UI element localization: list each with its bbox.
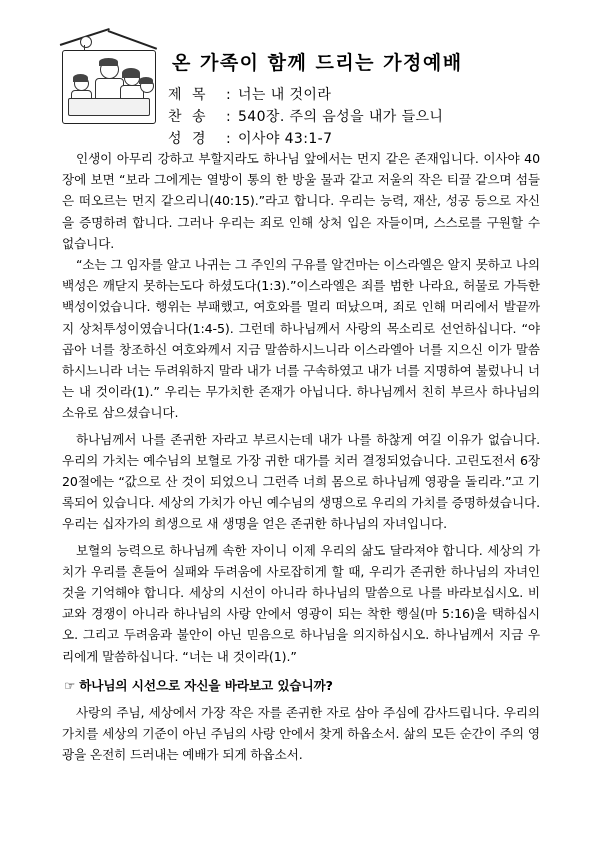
table-shape (68, 98, 150, 116)
meta-colon-hymn: : (226, 109, 232, 125)
meta-value-scripture: 이사야 43:1-7 (238, 131, 333, 147)
reflection-question-text: 하나님의 시선으로 자신을 바라보고 있습니까? (79, 677, 333, 693)
meta-value-subject: 너는 내 것이라 (238, 87, 332, 103)
meta-label-subject: 제 목 (168, 87, 209, 103)
paragraph-4: 보혈의 능력으로 하나님께 속한 자이니 이제 우리의 삶도 달라져야 합니다. 세상의 가치가 우리를 흔들어 실패와 두려움에 사로잡히게 할 때, 우리가 존귀한 하나님의 자녀인 것을 기억해야 합니다. 세상의 시선이 아니라 하나님의 말씀으로 나를 바라보십시오. 비교와 경쟁이 아니라 하나님의 사랑 안에서 영광이 되는 착한 행실(마 5:16)을 택하십시오. 그리고 두려움과 불안이 아닌 믿음으로 하나님을 의지하십시오. 하나님께서 지금 우리에게 말씀하십니다. “너는 내 것이라(1).” (62, 542, 540, 664)
closing-prayer: 사랑의 주님, 세상에서 가장 작은 자를 존귀한 자로 삼아 주심에 감사드립니다. 우리의 가치를 세상의 기준이 아닌 주님의 사랑 안에서 찾게 하옵소서. 삶의 모든 순간이 주의 영광을 온전히 드러내는 예배가 되게 하옵소서. (62, 705, 540, 763)
paragraph-3: 하나님께서 나를 존귀한 자라고 부르시는데 내가 나를 하찮게 여길 이유가 없습니다. 우리의 가치는 예수님의 보혈로 가장 귀한 대가를 치러 결정되었습니다. 고린도전서 6장 20절에는 “값으로 산 것이 되었으니 그런즉 너희 몸으로 하나님께 영광을 돌리라.”고 기록되어 있습니다. 세상의 가치가 아닌 예수님의 생명으로 우리의 가치를 증명하셨습니다. 우리는 십자가의 희생으로 새 생명을 얻은 존귀한 하나님의 자녀입니다. (62, 431, 540, 532)
child-right-hair (139, 77, 153, 84)
meta-value-hymn: 540장. 주의 음성을 내가 들으니 (238, 109, 444, 125)
lamp-icon (80, 36, 92, 48)
pointer-icon: ☞ (64, 677, 76, 693)
family-worship-illustration (60, 36, 158, 128)
meta-row-hymn (168, 106, 568, 128)
mother-hair (122, 68, 140, 78)
father-hair (99, 58, 118, 66)
meta-label-scripture: 성 경 (168, 131, 209, 147)
meta-row-scripture (168, 128, 568, 150)
paragraph-2: “소는 그 임자를 알고 나귀는 그 주인의 구유를 알건마는 이스라엘은 알지 못하고 나의 백성은 깨닫지 못하는도다 하셨도다(1:3).”이스라엘은 죄를 범한 나라요, 허물로 가득한 백성이었습니다. 행위는 부패했고, 여호와를 멀리 떠났으며, 죄로 인해 머리에서 발끝까지 상처투성이였습니다(1:4-5). 그런데 하나님께서 사랑의 목소리로 선언하십니다. “야곱아 너를 창조하신 여호와께서 지금 말씀하시느니라 이스라엘아 너를 지으신 이가 말씀하시느니라 너는 두려워하지 말라 내가 너를 구속하였고 내가 너를 지명하여 불렀나니 너는 내 것이라(1).” 우리는 무가치한 존재가 아닙니다. 하나님께서 친히 부르사 하나님의 소유로 삼으셨습니다. (62, 257, 540, 421)
meta-colon-scripture: : (226, 131, 232, 147)
meta-label-hymn: 찬 송 (168, 109, 209, 125)
document-body (62, 148, 540, 778)
document-header (0, 0, 600, 147)
meta-row-subject (168, 84, 568, 106)
paragraph-1: 인생이 아무리 강하고 부할지라도 하나님 앞에서는 먼지 같은 존재입니다. 이사야 40장에 보면 “보라 그에게는 열방이 통의 한 방울 물과 같고 저울의 작은 티끌 같으며 섬들은 떠오르는 먼지 같으리니(40:15).”라고 합니다. 우리는 능력, 재산, 성공 등으로 자신을 증명하려 합니다. 그러나 우리는 죄로 인해 상처 입은 자들이며, 스스로를 구원할 수 없습니다. (62, 151, 540, 251)
meta-colon-subject: : (226, 87, 232, 103)
child-left-hair (73, 74, 88, 82)
roof-right-line (108, 30, 157, 49)
page-title: 온 가족이 함께 드리는 가정예배 (172, 52, 463, 74)
service-meta (168, 84, 568, 150)
reflection-question (62, 675, 540, 696)
